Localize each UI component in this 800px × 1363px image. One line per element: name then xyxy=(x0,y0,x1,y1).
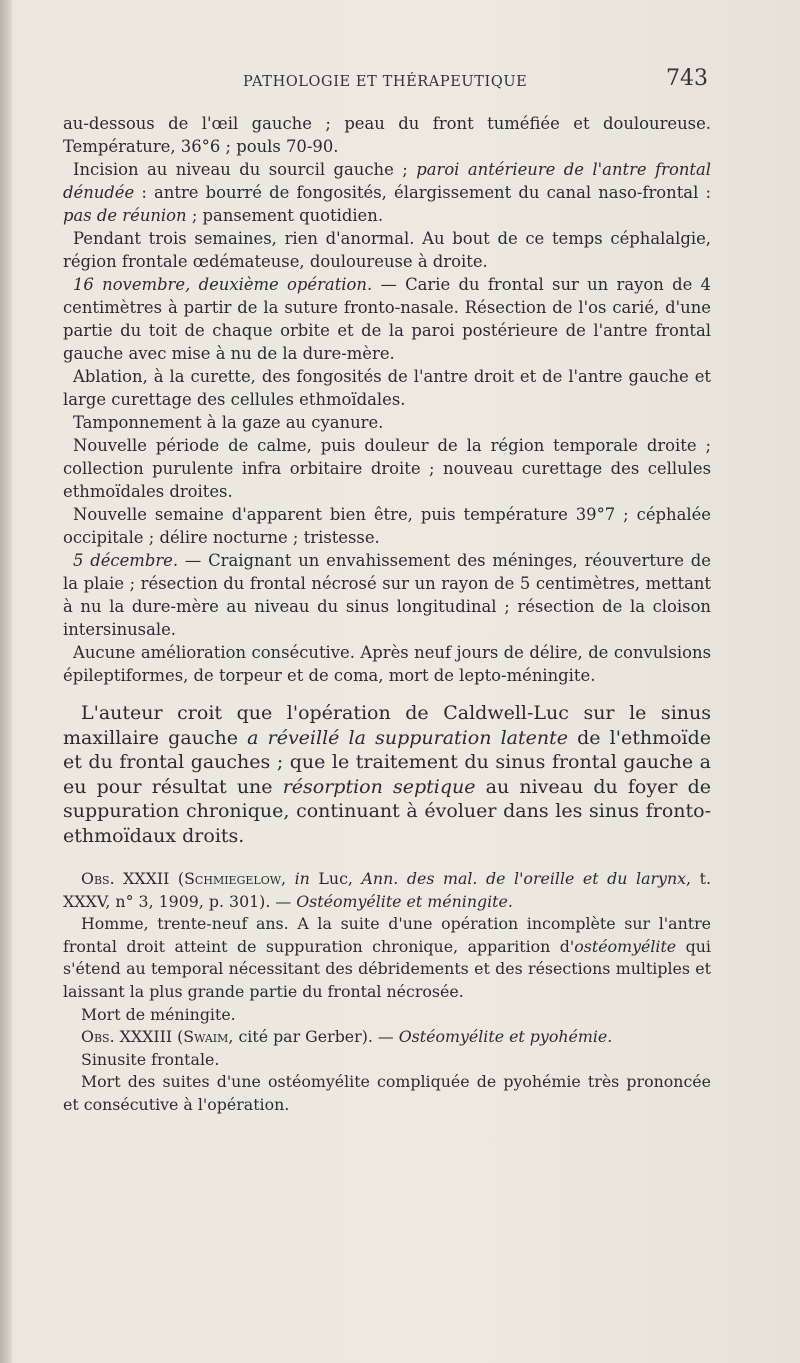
text-segment: ; pansement quotidien. xyxy=(186,206,384,225)
case-paragraph xyxy=(63,365,711,411)
text-segment: Mort des suites d'une ostéomyélite compliquée de pyohémie très prononcée et consécutive à l'opération. xyxy=(63,1072,711,1114)
case-paragraph xyxy=(63,227,711,273)
small-caps-text: Swaim xyxy=(183,1027,229,1047)
italic-text: 5 décembre. xyxy=(73,551,179,570)
observation-paragraph xyxy=(63,1071,711,1116)
observations-section xyxy=(63,868,711,1117)
text-segment: Sinusite frontale. xyxy=(81,1049,220,1069)
italic-text: Ostéomyélite et méningite. xyxy=(296,891,513,911)
text-segment: au-dessous de l'œil gauche ; peau du front tuméfiée et douloureuse. Température, 36°6 ; pouls 70-90. xyxy=(63,114,711,156)
page-number: 743 xyxy=(666,66,708,91)
page-body xyxy=(63,112,711,1117)
italic-text: a réveillé la suppuration latente xyxy=(247,726,568,749)
text-segment: Luc, xyxy=(309,869,362,888)
page-spine-shadow xyxy=(0,0,12,1363)
text-segment: , cité par Gerber). — xyxy=(228,1027,399,1047)
italic-text: paroi antérieure de l'antre frontal dénudée xyxy=(63,160,712,202)
case-paragraph xyxy=(63,503,711,549)
italic-text: résorption septique xyxy=(282,775,476,798)
observation-paragraph xyxy=(63,1026,711,1049)
observation-paragraph xyxy=(63,1049,711,1072)
author-conclusion-paragraph xyxy=(63,701,711,848)
italic-text: pas de réunion xyxy=(63,206,187,225)
case-paragraph xyxy=(63,434,711,503)
case-paragraph xyxy=(63,549,711,641)
italic-text: 16 novembre, deuxième opération. xyxy=(73,275,373,294)
text-segment: — Craignant un envahissement des méninges, réouverture de la plaie ; résection du frontal nécrosé sur un rayon de 5 centimètres, mettant à nu la dure-mère au niveau du sinus longitudinal ; résection de la cloison intersinusale. xyxy=(63,551,712,639)
running-head: PATHOLOGIE ET THÉRAPEUTIQUE xyxy=(243,74,528,90)
observation-paragraph xyxy=(63,868,711,913)
case-report-section xyxy=(63,112,711,687)
observation-paragraph xyxy=(63,913,711,1003)
text-segment: ( xyxy=(169,869,185,888)
text-segment: Nouvelle semaine d'apparent bien être, puis température 39°7 ; céphalée occipitale ; délire nocturne ; tristesse. xyxy=(63,505,711,547)
text-segment: ( xyxy=(172,1027,184,1047)
text-segment: qui s'étend au temporal nécessitant des débridements et des résections multiples et laissant la plus grande partie du frontal nécrosée. xyxy=(63,936,711,1001)
italic-text: ostéomyélite xyxy=(574,936,677,956)
text-segment: Mort de méningite. xyxy=(81,1004,236,1024)
small-caps-text: Schmiegelow xyxy=(184,869,282,888)
observation-paragraph xyxy=(63,1004,711,1027)
case-paragraph xyxy=(63,641,711,687)
text-segment: — Carie du frontal sur un rayon de 4 centimètres à partir de la suture fronto-nasale. Résection de l'os carié, d'une partie du toit de chaque orbite et de la paroi postérieure de l'antre frontal gauche avec mise à nu de la dure-mère. xyxy=(63,275,711,363)
text-segment: : antre bourré de fongosités, élargissement du canal naso-frontal : xyxy=(134,183,711,202)
italic-text: in xyxy=(294,869,310,888)
case-paragraph xyxy=(63,411,711,434)
case-paragraph xyxy=(63,112,711,158)
text-segment: Ablation, à la curette, des fongosités de l'antre droit et de l'antre gauche et large curettage des cellules ethmoïdales. xyxy=(63,367,711,409)
text-segment: Pendant trois semaines, rien d'anormal. Au bout de ce temps céphalalgie, région frontale œdémateuse, douloureuse à droite. xyxy=(63,229,711,271)
page-header xyxy=(243,66,713,96)
text-segment: Nouvelle période de calme, puis douleur de la région temporale droite ; collection purulente infra orbitaire droite ; nouveau curettage des cellules ethmoïdales droites. xyxy=(63,436,711,501)
text-segment: Incision au niveau du sourcil gauche ; xyxy=(73,160,417,179)
italic-text: Ostéomyélite et pyohémie. xyxy=(398,1027,613,1047)
text-segment: , t. XXXV, n° 3, 1909, p. 301). — xyxy=(63,869,711,911)
text-segment: , xyxy=(281,869,295,888)
text-segment: de l'ethmoïde et du frontal gauches ; que le traitement du sinus frontal gauche a eu pour résultat une xyxy=(63,726,712,798)
small-caps-text: Obs. XXXIII xyxy=(81,1027,173,1047)
text-segment: Homme, trente-neuf ans. A la suite d'une opération incomplète sur l'antre frontal droit atteint de suppuration chronique, apparition d' xyxy=(63,914,711,956)
text-segment: Tamponnement à la gaze au cyanure. xyxy=(73,413,384,432)
text-segment: au niveau du foyer de suppuration chronique, continuant à évoluer dans les sinus fronto-ethmoïdaux droits. xyxy=(63,775,711,847)
text-segment: Aucune amélioration consécutive. Après neuf jours de délire, de convulsions épileptiformes, de torpeur et de coma, mort de lepto-méningite. xyxy=(63,643,711,685)
italic-text: Ann. des mal. de l'oreille et du larynx xyxy=(361,869,687,888)
case-paragraph xyxy=(63,273,711,365)
text-segment: L'auteur croit que l'opération de Caldwell-Luc sur le sinus maxillaire gauche xyxy=(63,702,711,749)
case-paragraph xyxy=(63,158,711,227)
small-caps-text: Obs. XXXII xyxy=(81,869,170,888)
